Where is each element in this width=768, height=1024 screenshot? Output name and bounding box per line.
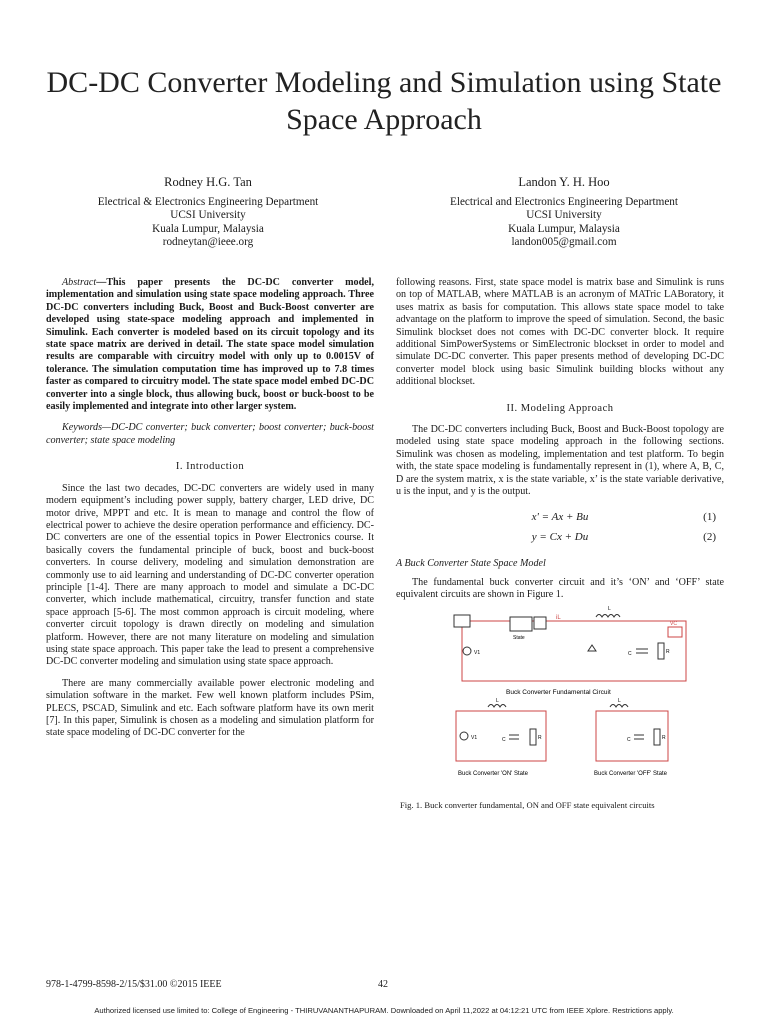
equation-1-number: (1) — [703, 510, 716, 523]
inductor-icon — [596, 614, 620, 617]
c-label: C — [628, 650, 632, 657]
buck-paragraph: The fundamental buck converter circuit and it’s ‘ON’ and ‘OFF’ state equivalent circuits are shown in Figure 1. — [396, 576, 724, 601]
resistor-icon — [658, 643, 664, 659]
off-inductor-icon — [610, 704, 628, 707]
page-number: 42 — [378, 979, 388, 990]
dc-source-icon — [463, 647, 471, 655]
pulse-source-icon — [454, 615, 470, 627]
section-heading-introduction: I. Introduction — [175, 461, 245, 473]
author-name: Landon Y. H. Hoo — [518, 175, 610, 189]
off-state-label: Buck Converter 'OFF' State — [594, 770, 667, 777]
left-column — [46, 277, 374, 749]
right-paragraph-1: following reasons. First, state space model is matrix base and Simulink is runs on top of MATLAB, where MATLAB is an acronym of MATric LABoratory, it uses matrix as basis for computation. This allows state space model to take advantage on the platform to improve the speed of simulation. Second, the basic Simulink blockset does not comes with DC-DC converter block. It require additional SimPowerSystems or SimElectronic blockset in order to model and simulate DC-DC converter. This paper presents method of developing DC-DC converter model block using basic Simulink building blocks without any additional blockset. — [396, 277, 724, 388]
section-heading-modeling: II. Modeling Approach — [506, 402, 614, 414]
l-label: L — [608, 605, 611, 612]
abstract-text: —This paper presents the DC-DC converter model, implementation and simulation using state space modeling approach. Three DC-DC converters including Buck, Boost and Buck-Boost converter are developed using state-space modeling approach and implemented in Simulink. Each converter is modeled based on its circuit topology and its state space matrix are derived in detail. The state space model simulation results are comparable with circuitry model with only up to 0.0015V of tolerance. The simulation computation time has improved up to 7.8 times faster as compared to circuitry model. The state space model embed DC-DC converter into a single block, thus allowing buck, boost or buck-boost to be easily implemented and integrate into other larger system. — [46, 277, 374, 413]
off-resistor-icon — [654, 729, 660, 745]
on-state-label: Buck Converter 'ON' State — [458, 770, 528, 777]
author-email: rodneytan@ieee.org — [162, 236, 254, 249]
author-city: Kuala Lumpur, Malaysia — [508, 222, 620, 235]
subsection-heading-buck: A Buck Converter State Space Model — [396, 557, 546, 569]
abstract — [46, 277, 374, 413]
off-l-label: L — [618, 697, 621, 704]
author-univ: UCSI University — [170, 209, 246, 222]
equation-1 — [396, 508, 724, 528]
author-city: Kuala Lumpur, Malaysia — [152, 222, 264, 235]
copyright-footer: 978-1-4799-8598-2/15/$31.00 ©2015 IEEE — [46, 979, 222, 990]
author-email: landon005@gmail.com — [511, 236, 617, 249]
on-c-label: C — [502, 736, 506, 743]
vc-label: VC — [670, 620, 677, 627]
v1-label: V1 — [474, 649, 481, 656]
author-univ: UCSI University — [526, 209, 602, 222]
main-circuit-wires — [462, 621, 686, 681]
equation-1-body: x' = Ax + Bu — [531, 510, 589, 523]
r-label: R — [666, 648, 670, 655]
figure-caption: Fig. 1. Buck converter fundamental, ON and OFF state equivalent circuits — [400, 799, 655, 810]
author-dept: Electrical and Electronics Engineering Department — [450, 195, 678, 208]
on-l-label: L — [496, 697, 499, 704]
on-v1-label: V1 — [471, 734, 478, 741]
author-block-2 — [414, 176, 714, 250]
right-column — [396, 277, 724, 811]
equation-2-number: (2) — [703, 530, 716, 543]
diode-icon — [588, 645, 596, 651]
buck-converter-circuits — [396, 605, 724, 791]
off-c-label: C — [627, 736, 631, 743]
authorized-use-notice: Authorized licensed use limited to: College of Engineering - THIRUVANANTHAPURAM. Downloaded on April 11,2022 at 04:12:21 UTC from IEEE Xplore. Restrictions apply. — [94, 1006, 674, 1015]
state-label: State — [513, 634, 525, 641]
switch-block-icon — [510, 617, 532, 631]
keywords: Keywords—DC-DC converter; buck converter; boost converter; buck-boost converter; state space modeling — [46, 422, 374, 446]
intro-paragraph-1: Since the last two decades, DC-DC converters are widely used in many modern equipment’s including power supply, battery charger, LED drive, DC motor drive, MPPT and etc. It is mean to manage and control the flow of electrical power to achieve the desire operation performance and efficiency. DC-DC converters are one of the essential topics in Power Electronics course. It basically covers the fundamental principle of buck, boost and buck-boost converters. In course delivery, modeling and simulation demonstration are commonly use to aid learning and understanding of DC-DC converter operation principle [1-4]. There are many approach to model and simulate a DC-DC converter, which include mathematical, circuitry, transfer function and state space approach [5-6]. The most common approach is circuit modeling, where converter circuit topology is drawn directly on modeling and simulation platform. However, there are not many literature on modeling and simulation using state space approach. This paper take the lead to present a comprehensive DC-DC converter modeling and simulation using state space approach. — [46, 482, 374, 668]
paper-title: DC-DC Converter Modeling and Simulation using State Space Approach — [46, 66, 722, 136]
off-r-label: R — [662, 734, 666, 741]
author-block-1 — [58, 176, 358, 250]
main-circuit-label: Buck Converter Fundamental Circuit — [506, 688, 611, 696]
author-dept: Electrical & Electronics Engineering Department — [97, 195, 319, 208]
on-source-icon — [460, 732, 468, 740]
abstract-label: Abstract — [62, 277, 97, 288]
intro-paragraph-2: There are many commercially available power electronic modeling and simulation software in the market. Few well known platform includes PSim, PLECS, PSCAD, Simulink and etc. Each software platform have its own merit [7]. In this paper, Simulink is chosen as a modeling and simulation platform for state space modeling of DC-DC converter for the — [46, 677, 374, 739]
equation-2-body: y = Cx + Du — [531, 530, 589, 543]
on-resistor-icon — [530, 729, 536, 745]
il-label: iL — [556, 614, 561, 621]
modeling-paragraph: The DC-DC converters including Buck, Boost and Buck-Boost topology are modeled using state space modeling approach in the following sections. Simulink was chosen as modeling, implementation and test platform. To begin with, the state space modeling is fundamentally represent in (1), where A, B, C, D are the system matrix, x is the state variable, x’ is the state variable derivative, u is the input, and y is the output. — [396, 424, 724, 498]
on-r-label: R — [538, 734, 542, 741]
switch-icon — [534, 617, 546, 629]
on-inductor-icon — [488, 704, 506, 707]
author-name: Rodney H.G. Tan — [164, 175, 252, 189]
voltmeter-icon — [668, 627, 682, 637]
figure-1 — [396, 605, 724, 791]
equation-2 — [396, 528, 724, 548]
